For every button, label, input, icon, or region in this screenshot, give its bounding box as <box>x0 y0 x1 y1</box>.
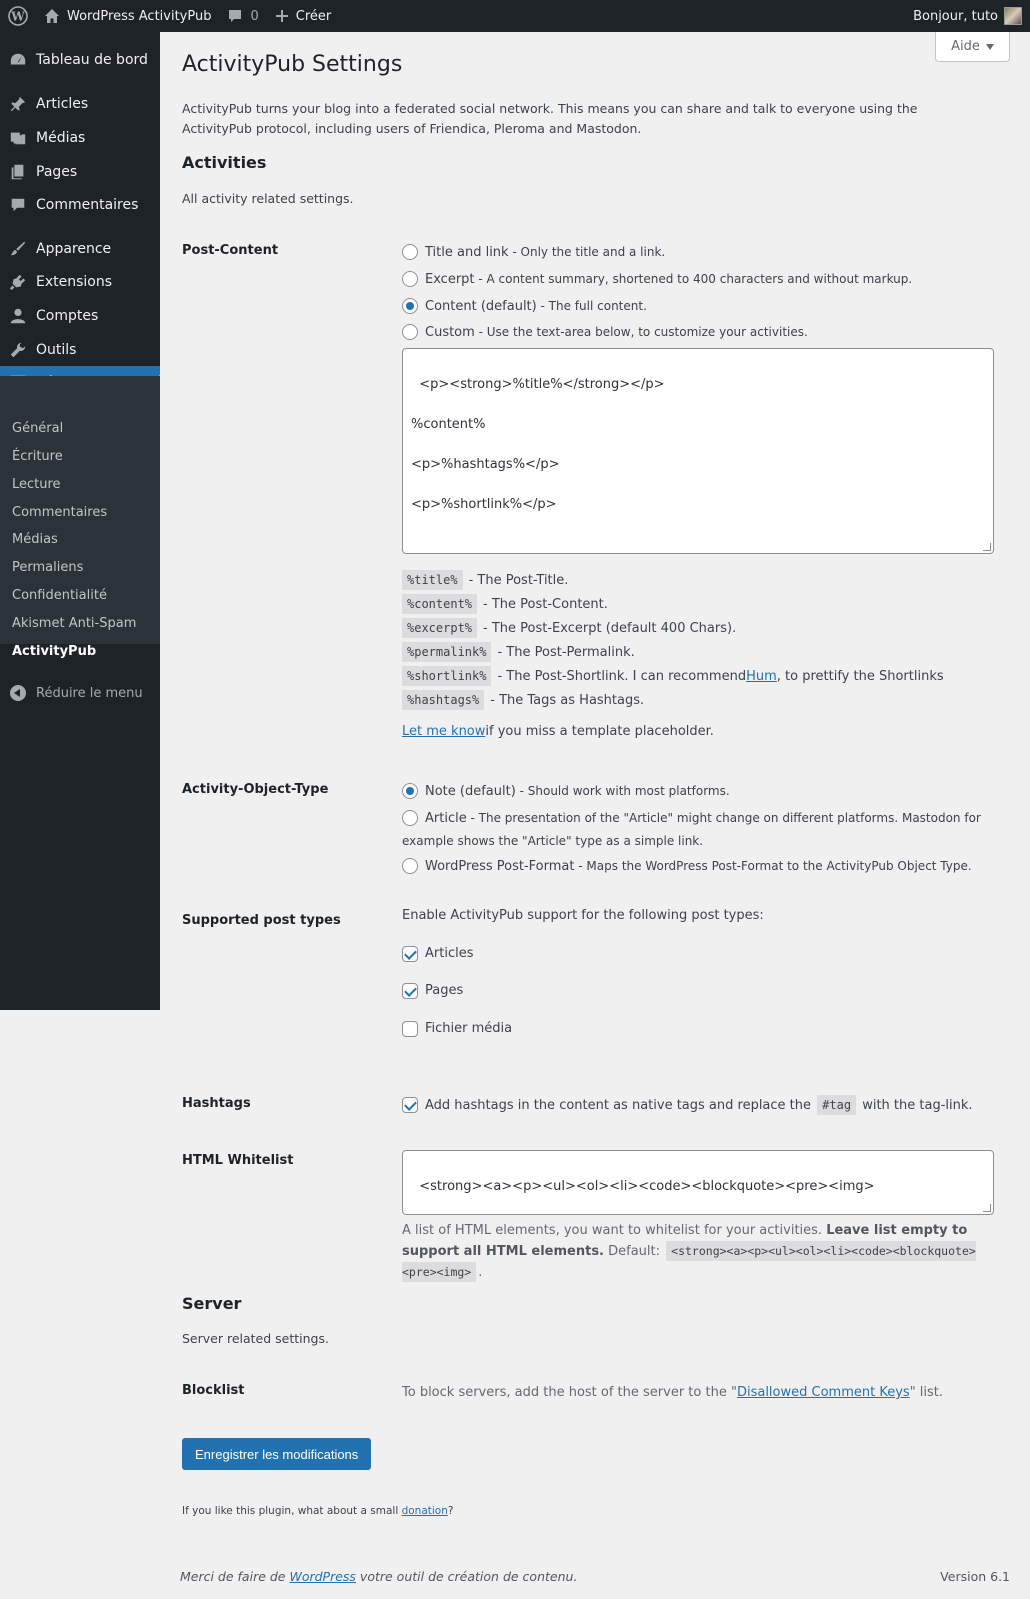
sidebar-item-label: Extensions <box>36 274 113 290</box>
submenu-item-permalinks[interactable]: Permaliens <box>12 560 84 575</box>
submenu-item-akismet[interactable]: Akismet Anti-Spam <box>12 616 137 631</box>
sidebar-item-media[interactable] <box>0 121 160 155</box>
help-button[interactable] <box>935 32 1010 62</box>
checkbox-checked[interactable] <box>402 983 418 999</box>
donation-note <box>182 1505 453 1517</box>
comment-icon <box>9 196 27 214</box>
admin-bar <box>0 0 1030 32</box>
wrench-icon <box>9 341 27 359</box>
placeholder-row <box>402 570 568 590</box>
whitelist-label: HTML Whitelist <box>182 1153 294 1168</box>
whitelist-description: A list of HTML elements, you want to whitelist for your activities. Leave list empty to support all HTML elements. Default: <strong><a><p><ul><ol><li><code><blockquote><pre><img> . <box>402 1223 976 1280</box>
checkbox[interactable] <box>402 1021 418 1037</box>
activities-description: All activity related settings. <box>182 191 354 206</box>
placeholder-text: , to prettify the Shortlinks <box>776 668 944 684</box>
post-content-option-title-link[interactable] <box>402 241 665 264</box>
radio-checked[interactable] <box>402 783 418 799</box>
post-types-intro: Enable ActivityPub support for the following post types: <box>402 908 764 923</box>
radio[interactable] <box>402 810 418 826</box>
site-name: WordPress ActivityPub <box>67 8 212 24</box>
hashtags-label: Hashtags <box>182 1096 251 1111</box>
option-label: Title and link <box>425 245 509 260</box>
radio[interactable] <box>402 324 418 340</box>
disallowed-keys-link[interactable]: Disallowed Comment Keys <box>736 1385 910 1400</box>
hashtags-text: Add hashtags in the content as native tags and replace the <box>425 1098 816 1113</box>
radio-checked[interactable] <box>402 298 418 314</box>
new-content-link[interactable] <box>267 0 339 32</box>
sidebar-item-comments[interactable] <box>0 188 160 222</box>
option-description: - Should work with most platforms. <box>515 784 730 798</box>
submenu-item-writing[interactable]: Écriture <box>12 449 63 464</box>
resize-handle-icon[interactable] <box>983 543 991 551</box>
radio[interactable] <box>402 244 418 260</box>
hashtags-option[interactable] <box>402 1094 973 1117</box>
post-type-attachment[interactable] <box>402 1018 512 1040</box>
resize-handle-icon[interactable] <box>983 1204 991 1212</box>
sidebar-item-label: Comptes <box>36 308 99 324</box>
option-label: Content (default) <box>425 299 537 314</box>
let-me-know-link[interactable]: Let me know <box>402 724 486 739</box>
option-description: - Use the text-area below, to customize your activities. <box>474 325 808 339</box>
placeholder-code: %title% <box>402 570 463 590</box>
sidebar-item-dashboard[interactable] <box>0 43 160 77</box>
my-account-link[interactable] <box>905 0 1030 32</box>
wordpress-link[interactable]: WordPress <box>289 1569 356 1584</box>
sidebar-item-pages[interactable] <box>0 155 160 189</box>
option-label: WordPress Post-Format <box>425 859 575 874</box>
checkbox-label: Pages <box>425 983 464 998</box>
hashtags-text: with the tag-link. <box>858 1098 973 1113</box>
submenu-item-media[interactable]: Médias <box>12 532 58 547</box>
option-description-continued: example shows the "Article" type as a simple link. <box>402 834 704 848</box>
placeholder-row <box>402 594 608 614</box>
footer-text: Merci de faire de <box>180 1569 290 1584</box>
placeholder-text: - The Tags as Hashtags. <box>490 692 645 708</box>
sidebar-item-label: Commentaires <box>36 197 139 213</box>
option-label: Note (default) <box>425 784 516 799</box>
object-type-option-article[interactable] <box>402 807 1002 830</box>
new-label: Créer <box>295 8 332 24</box>
placeholder-code: %permalink% <box>402 642 491 662</box>
placeholder-text: - The Post-Title. <box>468 572 569 588</box>
custom-content-value: <p><strong>%title%</strong></p> %content% <p>%hashtags%</p> <p>%shortlink%</p> <box>411 377 665 512</box>
server-description: Server related settings. <box>182 1331 329 1346</box>
svg-text:W: W <box>11 9 25 24</box>
footer-version: Version 6.1 <box>940 1569 1010 1584</box>
blocklist-text: To block servers, add the host of the server to the " <box>402 1385 737 1400</box>
placeholder-text: - The Post-Content. <box>483 596 608 612</box>
whitelist-desc-bold: Leave list empty to support all HTML elements. <box>402 1223 968 1259</box>
home-icon <box>44 8 60 24</box>
placeholder-text: - The Post-Permalink. <box>497 644 635 660</box>
help-label: Aide <box>951 39 980 54</box>
placeholder-code: %hashtags% <box>402 690 484 710</box>
sidebar-item-users[interactable] <box>0 299 160 333</box>
submenu-item-activitypub[interactable]: ActivityPub <box>12 644 97 659</box>
missing-placeholder-note <box>402 724 714 739</box>
hum-link[interactable]: Hum <box>746 668 777 684</box>
blocklist-description <box>402 1385 943 1400</box>
collapse-label: Réduire le menu <box>36 685 143 701</box>
sidebar-item-label: Médias <box>36 130 86 146</box>
placeholder-code: %shortlink% <box>402 666 491 686</box>
checkbox-label: Fichier média <box>425 1021 513 1036</box>
option-description: - A content summary, shortened to 400 characters and without markup. <box>474 272 913 286</box>
placeholder-row <box>402 690 644 710</box>
dashboard-icon <box>9 51 27 69</box>
donation-text: If you like this plugin, what about a small <box>182 1505 402 1517</box>
page-title: ActivityPub Settings <box>182 52 403 77</box>
option-label: Excerpt <box>425 272 475 287</box>
checkbox-label: Articles <box>425 946 474 961</box>
checkbox-checked[interactable] <box>402 1097 418 1113</box>
server-heading: Server <box>182 1294 242 1313</box>
media-icon <box>9 129 27 147</box>
option-description: - Only the title and a link. <box>508 245 666 259</box>
post-content-label: Post-Content <box>182 243 279 258</box>
hashtag-code: #tag <box>817 1095 856 1115</box>
whitelist-default-label: Default: <box>604 1244 665 1259</box>
whitelist-value: <strong><a><p><ul><ol><li><code><blockquote><pre><img> <box>419 1179 875 1194</box>
donation-text: ? <box>447 1505 454 1517</box>
placeholder-text: - The Post-Shortlink. I can recommend <box>497 668 747 684</box>
comment-bubble-icon <box>227 8 243 24</box>
object-type-option-note[interactable] <box>402 780 730 803</box>
placeholder-code: %excerpt% <box>402 618 477 638</box>
whitelist-textarea[interactable] <box>402 1150 994 1215</box>
submenu-item-privacy[interactable]: Confidentialité <box>12 588 107 603</box>
footer-thanks <box>180 1569 577 1584</box>
blocklist-label: Blocklist <box>182 1383 245 1398</box>
post-type-articles[interactable] <box>402 943 473 965</box>
post-types-label: Supported post types <box>182 913 341 928</box>
brush-icon <box>9 240 27 258</box>
pages-icon <box>9 163 27 181</box>
missing-placeholder-text: if you miss a template placeholder. <box>485 724 714 739</box>
user-icon <box>9 307 27 325</box>
sidebar-item-plugins[interactable] <box>0 265 160 299</box>
placeholder-row <box>402 618 736 638</box>
sidebar-item-appearance[interactable] <box>0 232 160 266</box>
option-label: Article <box>425 811 467 826</box>
sidebar-item-label: Tableau de bord <box>36 52 148 68</box>
plus-icon <box>275 9 289 23</box>
pin-icon <box>9 95 27 113</box>
sidebar-item-label: Articles <box>36 96 89 112</box>
collapse-arrow-icon <box>10 685 26 701</box>
post-content-option-excerpt[interactable] <box>402 268 912 291</box>
placeholder-row <box>402 666 944 686</box>
avatar <box>1004 7 1022 25</box>
post-type-pages[interactable] <box>402 980 463 1002</box>
custom-content-textarea[interactable] <box>402 348 994 554</box>
site-name-link[interactable] <box>36 0 219 32</box>
submenu-item-reading[interactable]: Lecture <box>12 477 61 492</box>
placeholder-text: - The Post-Excerpt (default 400 Chars). <box>483 620 737 636</box>
placeholder-row <box>402 642 635 662</box>
save-button[interactable]: Enregistrer les modifications <box>182 1438 371 1470</box>
option-description: - The full content. <box>536 299 647 313</box>
donation-link[interactable]: donation <box>401 1505 448 1517</box>
post-content-option-content[interactable] <box>402 295 647 318</box>
wordpress-logo-icon[interactable] <box>0 0 36 32</box>
sidebar-item-articles[interactable] <box>0 87 160 121</box>
option-description: - Maps the WordPress Post-Format to the ActivityPub Object Type. <box>574 859 972 873</box>
submenu-item-discussion[interactable]: Commentaires <box>12 505 108 520</box>
whitelist-desc-text: A list of HTML elements, you want to whitelist for your activities. <box>402 1223 827 1238</box>
object-type-label: Activity-Object-Type <box>182 782 329 797</box>
settings-submenu <box>0 376 160 659</box>
sidebar-item-label: Apparence <box>36 241 112 257</box>
page-intro: ActivityPub turns your blog into a federated social network. This means you can share and talk to everyone using the ActivityPub protocol, including users of Friendica, Pleroma and Mastodon. <box>182 101 918 136</box>
object-type-option-post-format[interactable] <box>402 855 972 878</box>
whitelist-default-code: <strong><a><p><ul><ol><li><code><blockquote><pre><img> <box>402 1241 976 1282</box>
radio[interactable] <box>402 271 418 287</box>
greeting: Bonjour, tuto <box>913 8 998 24</box>
sidebar-item-label: Pages <box>36 164 78 180</box>
comments-link[interactable] <box>219 0 266 32</box>
submenu-item-general[interactable]: Général <box>12 421 64 436</box>
sidebar-item-tools[interactable] <box>0 333 160 367</box>
sidebar-item-label: Outils <box>36 342 77 358</box>
option-description: - The presentation of the "Article" might change on different platforms. Mastodon for <box>466 811 981 825</box>
option-label: Custom <box>425 325 475 340</box>
blocklist-text: " list. <box>909 1385 944 1400</box>
post-content-option-custom[interactable] <box>402 321 808 344</box>
checkbox-checked[interactable] <box>402 946 418 962</box>
radio[interactable] <box>402 858 418 874</box>
placeholder-code: %content% <box>402 594 477 614</box>
activities-heading: Activities <box>182 153 267 172</box>
collapse-menu-button[interactable] <box>0 676 143 710</box>
dropdown-arrow-icon <box>986 44 994 50</box>
comments-count: 0 <box>250 8 259 24</box>
plugin-icon <box>9 273 27 291</box>
footer-text: votre outil de création de contenu. <box>355 1569 578 1584</box>
